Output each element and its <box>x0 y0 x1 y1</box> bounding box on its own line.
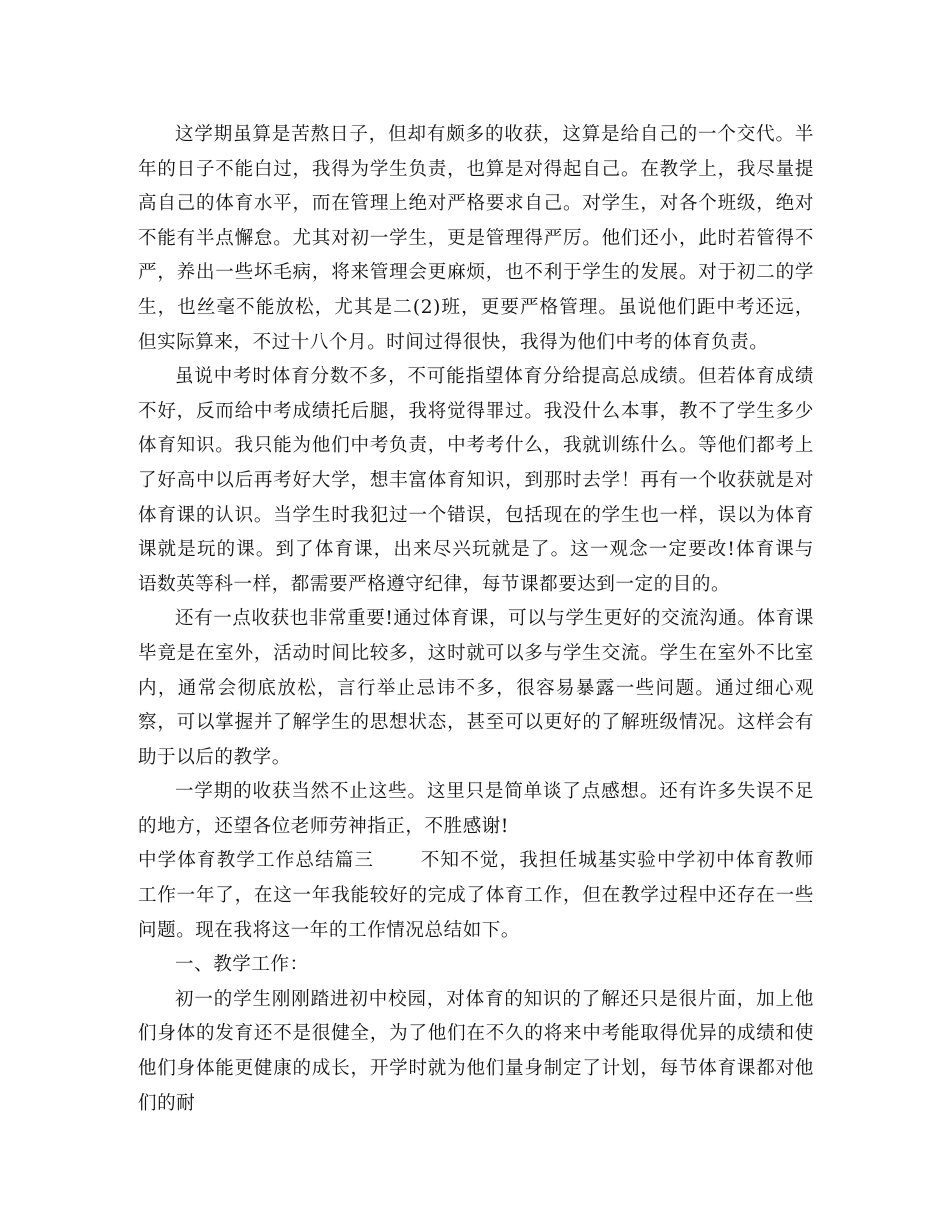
section-intro: 不知不觉，我担任城基实验中学初中体育教师工作一年了，在这一年我能较好的完成了体育工作，但在教学过程中还存在一些问题。现在我将这一年的工作情况总结如下。 <box>138 850 814 941</box>
paragraph-last: 初一的学生刚刚踏进初中校园，对体育的知识的了解还只是很片面，加上他们身体的发育还不是很健全，为了他们在不久的将来中考能取得优异的成绩和使他们身体能更健康的成长，开学时就为他们量身制定了计划，每节体育课都对他们的耐 <box>138 988 814 1114</box>
document-body <box>138 118 814 1121</box>
subheading: 一、教学工作： <box>175 954 309 976</box>
section-heading-line <box>138 844 814 948</box>
section-title: 中学体育教学工作总结篇三 <box>138 850 375 872</box>
paragraph-3: 还有一点收获也非常重要!通过体育课，可以与学生更好的交流沟通。体育课毕竟是在室外，活动时间比较多，这时就可以多与学生交流。学生在室外不比室内，通常会彻底放松，言行举止忌讳不多，很容易暴露一些问题。通过细心观察，可以掌握并了解学生的思想状态，甚至可以更好的了解班级情况。这样会有助于以后的教学。 <box>138 608 814 768</box>
paragraph-1: 这学期虽算是苦熬日子，但却有颇多的收获，这算是给自己的一个交代。半年的日子不能白过，我得为学生负责，也算是对得起自己。在教学上，我尽量提高自己的体育水平，而在管理上绝对严格要求自己。对学生，对各个班级，绝对不能有半点懈怠。尤其对初一学生，更是管理得严厉。他们还小，此时若管得不严，养出一些坏毛病，将来管理会更麻烦，也不利于学生的发展。对于初二的学生，也丝毫不能放松，尤其是二(2)班，更要严格管理。虽说他们距中考还远，但实际算来，不过十八个月。时间过得很快，我得为他们中考的体育负责。 <box>138 124 814 353</box>
paragraph-4: 一学期的收获当然不止这些。这里只是简单谈了点感想。还有许多失误不足的地方，还望各位老师劳神指正，不胜感谢! <box>138 781 814 837</box>
paragraph-2: 虽说中考时体育分数不多，不可能指望体育分给提高总成绩。但若体育成绩不好，反而给中考成绩托后腿，我将觉得罪过。我没什么本事，教不了学生多少体育知识。我只能为他们中考负责，中考考什么，我就训练什么。等他们都考上了好高中以后再考好大学，想丰富体育知识，到那时去学！再有一个收获就是对体育课的认识。当学生时我犯过一个错误，包括现在的学生也一样，误以为体育课就是玩的课。到了体育课，出来尽兴玩就是了。这一观念一定要改!体育课与语数英等科一样，都需要严格遵守纪律，每节课都要达到一定的目的。 <box>138 366 814 595</box>
